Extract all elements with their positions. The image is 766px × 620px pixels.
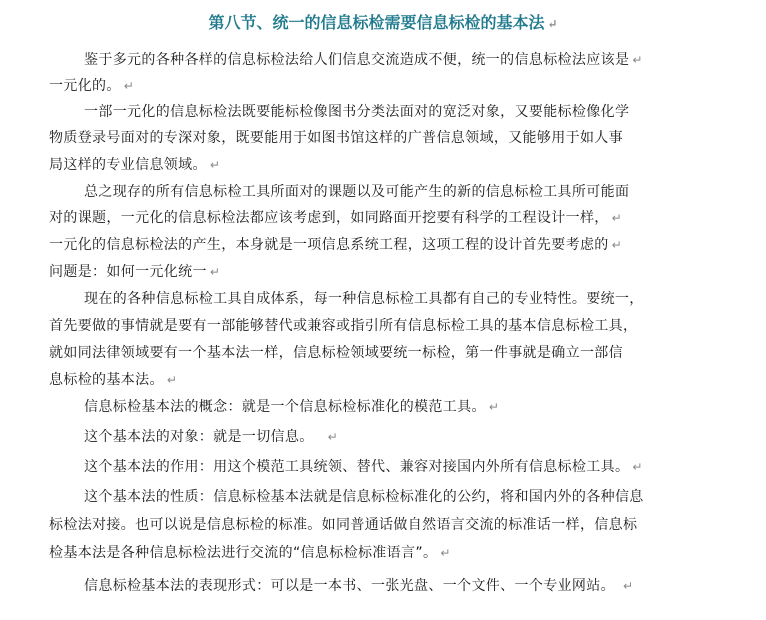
text-line: 物质登录号面对的专深对象，既要能用于如图书馆这样的广普信息领域，又能够用于如人事 bbox=[49, 130, 623, 146]
paragraph-mark-icon bbox=[328, 430, 338, 444]
paragraph-mark-icon bbox=[440, 546, 450, 560]
paragraph-mark-icon bbox=[547, 17, 557, 31]
text-line: 对的课题，一元化的信息标检法都应该考虑到，如同路面开挖要有科学的工程设计一样， ↵ bbox=[49, 208, 622, 228]
paragraph-mark-icon bbox=[210, 265, 220, 279]
text-line: 息标检的基本法。 ↵ bbox=[49, 370, 177, 390]
paragraph-mark-icon bbox=[124, 79, 134, 93]
paragraph-mark-icon bbox=[612, 238, 622, 252]
text-line: 信息标检基本法的概念：就是一个信息标检标准化的模范工具。 ↵ bbox=[84, 397, 499, 417]
text-line: 这个基本法的性质：信息标检基本法就是信息标检标准化的公约，将和国内外的各种信息 bbox=[84, 489, 644, 505]
section-title bbox=[0, 12, 766, 35]
paragraph-mark-icon bbox=[623, 579, 633, 593]
paragraph-mark-icon bbox=[489, 400, 499, 414]
text-line: 一元化的。 ↵ bbox=[49, 76, 134, 96]
text-line: 问题是：如何一元化统一 ↵ bbox=[49, 262, 220, 282]
paragraph-mark-icon bbox=[612, 211, 622, 225]
section-title-text: 第八节、统一的信息标检需要信息标检的基本法 bbox=[208, 13, 545, 32]
paragraph-mark-icon bbox=[632, 460, 642, 474]
paragraph-mark-icon bbox=[210, 158, 220, 172]
text-line: 总之现存的所有信息标检工具所面对的课题以及可能产生的新的信息标检工具所可能面 bbox=[84, 184, 630, 200]
text-line: 鉴于多元的各种各样的信息标检法给人们信息交流造成不便，统一的信息标检法应该是 ↵ bbox=[84, 50, 643, 70]
text-line: 这个基本法的作用：用这个模范工具统领、替代、兼容对接国内外所有信息标检工具。 ↵ bbox=[84, 457, 643, 477]
text-line: 首先要做的事情就是要有一部能够替代或兼容或指引所有信息标检工具的基本信息标检工具， bbox=[49, 318, 638, 334]
text-line: 一元化的信息标检法的产生，本身就是一项信息系统工程，这项工程的设计首先要考虑的 ↵ bbox=[49, 235, 622, 255]
paragraph-mark-icon bbox=[632, 53, 642, 67]
text-line: 这个基本法的对象：就是一切信息。 ↵ bbox=[84, 427, 338, 447]
text-line: 一部一元化的信息标检法既要能标检像图书分类法面对的宽泛对象，又要能标检像化学 bbox=[84, 104, 630, 120]
paragraph-mark-icon bbox=[167, 373, 177, 387]
text-line: 信息标检基本法的表现形式：可以是一本书、一张光盘、一个文件、一个专业网站。 ↵ bbox=[84, 576, 633, 596]
text-line: 现在的各种信息标检工具自成体系，每一种信息标检工具都有自己的专业特性。要统一， bbox=[84, 291, 644, 307]
text-line: 局这样的专业信息领域。 ↵ bbox=[49, 155, 220, 175]
text-line: 检基本法是各种信息标检法进行交流的“信息标检标准语言”。 ↵ bbox=[49, 543, 451, 563]
text-line: 标检法对接。也可以说是信息标检的标准。如同普通话做自然语言交流的标准话一样，信息标 bbox=[49, 517, 638, 533]
text-line: 就如同法律领域要有一个基本法一样，信息标检领域要统一标检，第一件事就是确立一部信 bbox=[49, 345, 623, 361]
